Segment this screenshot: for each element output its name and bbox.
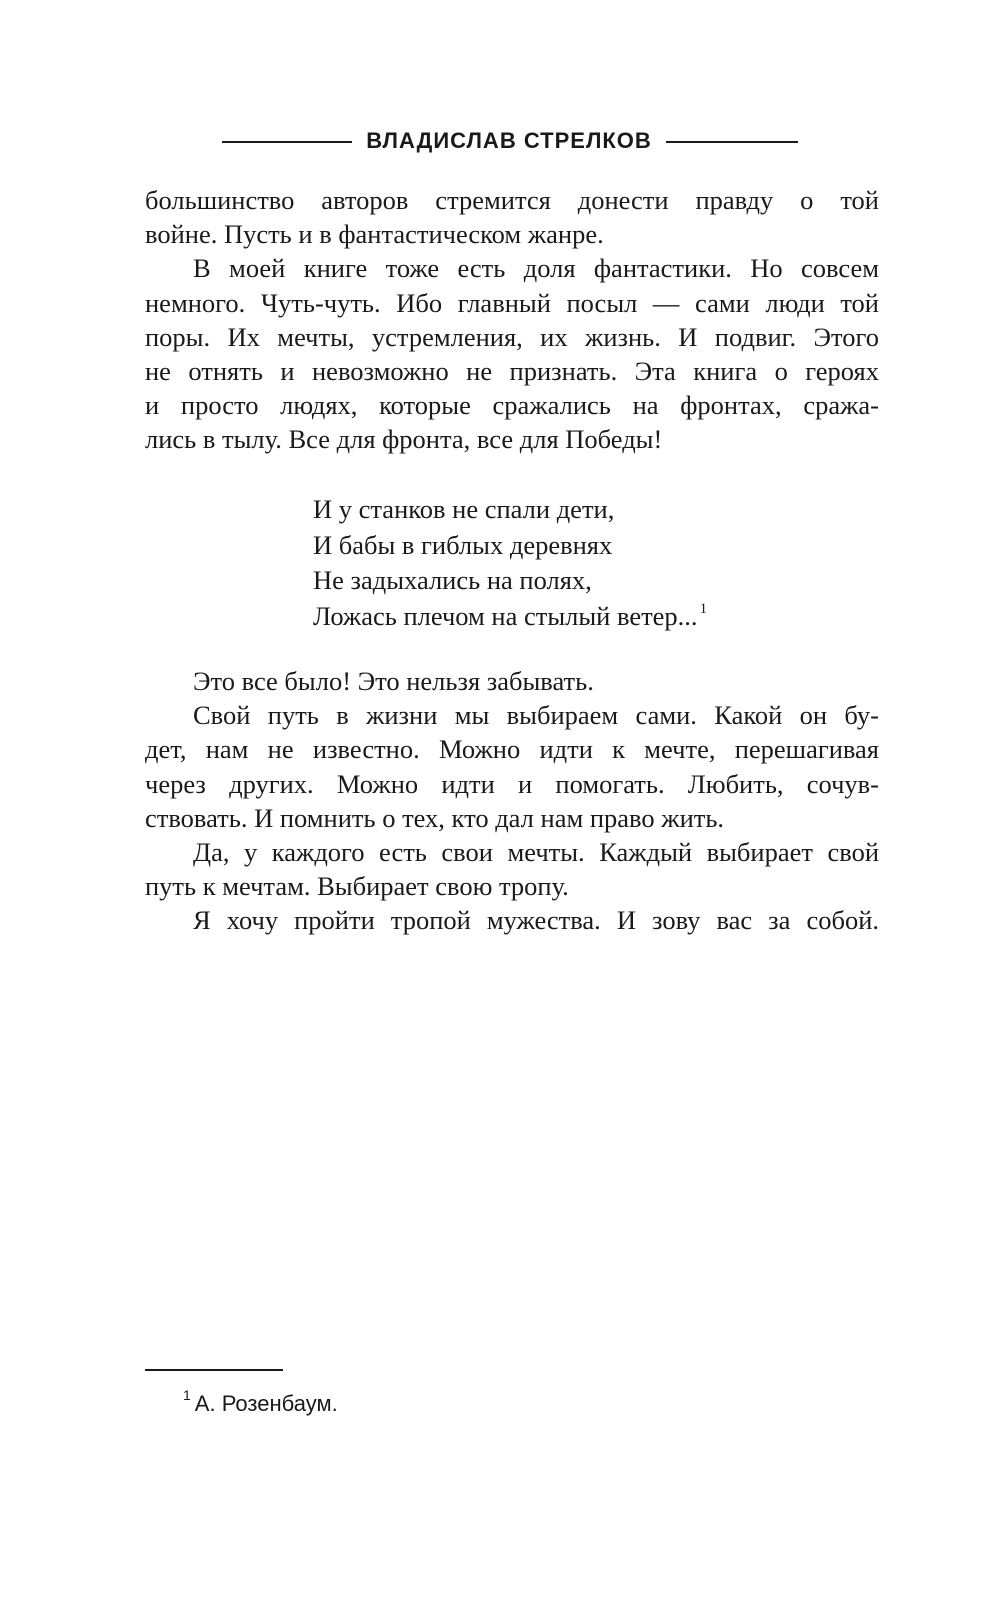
text-line: путь к мечтам. Выбирает свою тропу. [145, 871, 569, 902]
text-block-bottom [145, 664, 879, 938]
text-line: ствовать. И помнить о тех, кто дал нам право жить. [145, 802, 725, 833]
verse-line-last [313, 599, 707, 635]
verse-quote [313, 492, 707, 634]
verse-line: И бабы в гиблых деревнях [313, 529, 613, 560]
text-line: войне. Пусть и в фантастическом жанре. [145, 219, 604, 250]
paragraph-first-line: Это все было! Это нельзя забывать. [193, 666, 594, 696]
text-line: большинство авторов стремится донести правду о той [145, 185, 879, 215]
footnote-marker: 1 [183, 1386, 191, 1403]
text-line: через других. Можно идти и помогать. Любить, сочув- [145, 768, 879, 799]
text-line: немного. Чуть-чуть. Ибо главный посыл — сами люди той [145, 287, 879, 318]
verse-line-text: Ложась плечом на стылый ветер... [313, 600, 698, 631]
footnote-text: А. Розенбаум. [194, 1391, 338, 1416]
paragraph-first-line: В моей книге тоже есть доля фантастики. Но совсем [193, 253, 879, 284]
running-head [0, 124, 1000, 158]
verse-line: И у станков не спали дети, [313, 494, 615, 524]
verse-line: Не задыхались на полях, [313, 565, 592, 595]
footnote-reference: 1 [699, 600, 708, 617]
text-block-top [145, 183, 879, 457]
text-line: не отнять и невозможно не признать. Эта книга о героях [145, 355, 879, 386]
header-rule-right [666, 141, 798, 143]
paragraph-first-line: Я хочу пройти тропой мужества. И зову вас за собой. [193, 905, 879, 936]
text-line: и просто людях, которые сражались на фронтах, сража- [145, 390, 879, 421]
text-line: дет, нам не известно. Можно идти к мечте, перешагивая [145, 734, 879, 765]
text-line: поры. Их мечты, устремления, их жизнь. И подвиг. Этого [145, 321, 879, 352]
footnote [183, 1386, 338, 1418]
paragraph-first-line: Свой путь в жизни мы выбираем сами. Какой он бу- [193, 700, 879, 731]
text-line: лись в тылу. Все для фронта, все для Победы! [145, 424, 663, 455]
paragraph-first-line: Да, у каждого есть свои мечты. Каждый выбирает свой [193, 836, 879, 867]
footnote-rule [145, 1369, 283, 1371]
header-rule-left [222, 141, 352, 143]
author-name: ВЛАДИСЛАВ СТРЕЛКОВ [366, 128, 652, 153]
